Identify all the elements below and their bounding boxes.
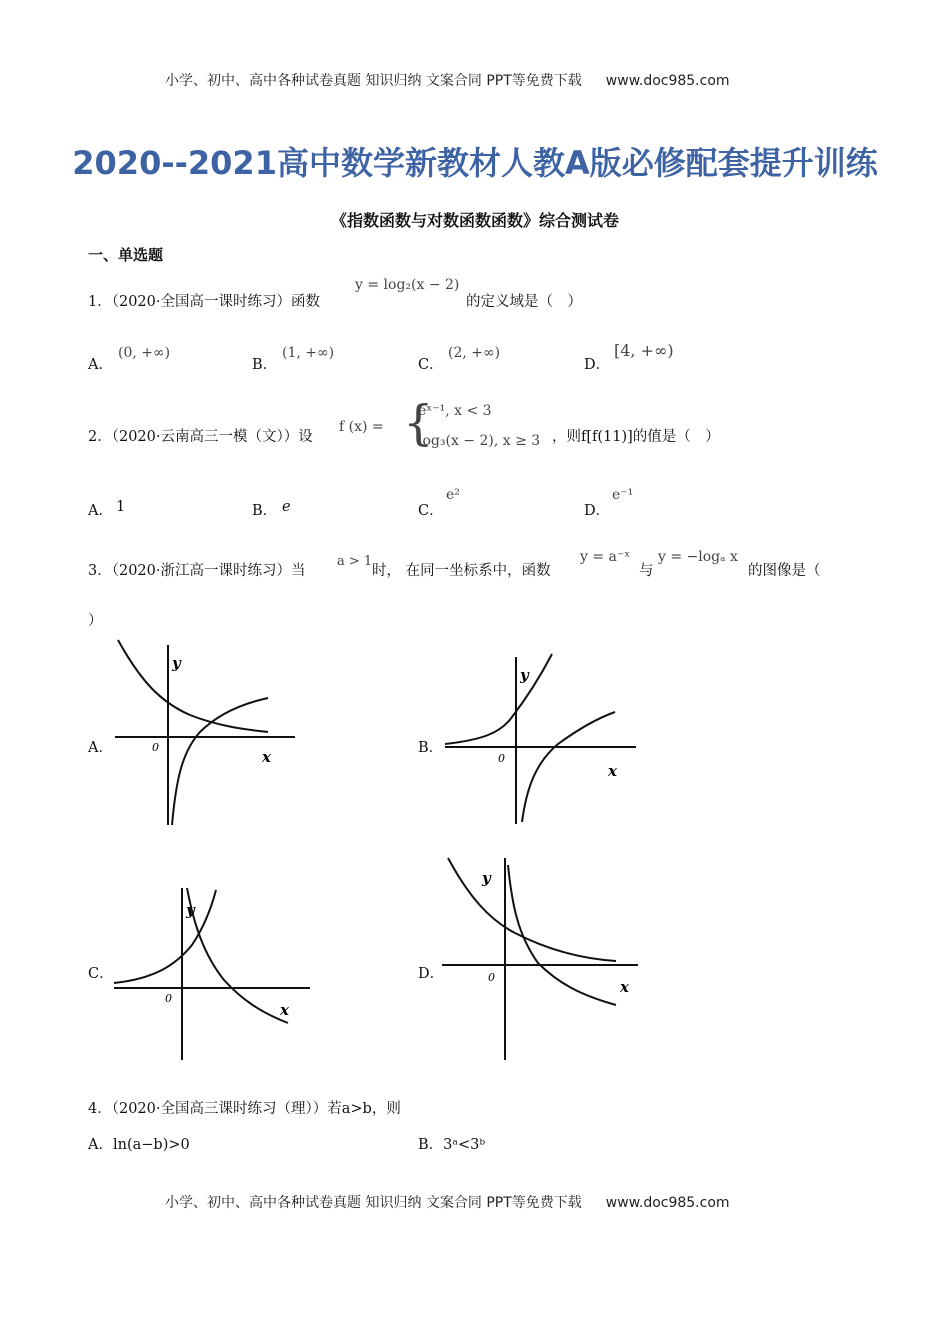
q3-condition: a > 1 — [337, 554, 373, 569]
q2-option-d-label: D． — [584, 503, 611, 519]
q4-option-a-value: ln(a−b)>0 — [112, 1137, 190, 1153]
graph-c-origin: 0 — [165, 992, 172, 1005]
q4-option-b-value: 3ᵃ<3ᵇ — [443, 1137, 486, 1153]
graph-d-curve-decreasing — [448, 858, 616, 961]
q3-function-1: y = a⁻ˣ — [580, 549, 631, 565]
q1-source: （2020·全国高一课时练习）函数 — [111, 294, 320, 310]
graph-c — [112, 885, 312, 1060]
q3-number: 3． — [88, 563, 112, 579]
q4-number: 4． — [88, 1101, 112, 1117]
graph-d — [440, 855, 640, 1060]
graph-d-origin: 0 — [488, 971, 495, 984]
q2-option-c-value: e² — [446, 487, 460, 503]
q2-case-2: log₃(x − 2), x ≥ 3 — [418, 433, 541, 449]
q1-option-b-label: B． — [252, 357, 278, 373]
q2-tail: ，则f[f(11)]的值是（ ） — [552, 429, 720, 445]
q3-mid: 时， 在同一坐标系中，函数 — [372, 563, 551, 579]
q3-function-2: y = −logₐ x — [658, 549, 738, 565]
q2-case-1: eˣ⁻¹, x < 3 — [418, 403, 492, 419]
q3-and: 与 — [639, 563, 654, 579]
q3-tail-2: ） — [88, 613, 103, 629]
question-1 — [88, 292, 320, 312]
q1-option-d-value: [4, +∞) — [614, 341, 674, 360]
graph-c-curve-decreasing — [187, 888, 288, 1023]
q2-option-c-label: C． — [418, 503, 444, 519]
q2-option-b-value: e — [282, 499, 291, 515]
graph-b-y-label: y — [520, 666, 529, 684]
graph-d-x-label: x — [620, 978, 629, 996]
q3-source: （2020·浙江高一课时练习）当 — [111, 563, 306, 579]
q1-option-d-label: D． — [584, 357, 611, 373]
q2-fx: f (x) = — [339, 419, 384, 435]
q2-source: （2020·云南高三一模（文））设 — [111, 429, 313, 445]
q2-number: 2． — [88, 429, 112, 445]
q4-option-a-label: A． — [88, 1137, 113, 1153]
graph-a-x-label: x — [262, 748, 271, 766]
q2-brace: { — [403, 395, 434, 451]
section-heading: 一、单选题 — [88, 246, 164, 264]
graph-a-origin: 0 — [152, 741, 159, 754]
question-3 — [88, 561, 306, 581]
graph-a — [110, 640, 300, 825]
footer-text: 小学、初中、高中各种试卷真题 知识归纳 文案合同 PPT等免费下载 — [165, 1195, 582, 1211]
graph-c-x-label: x — [280, 1001, 289, 1019]
graph-d-curve-log — [508, 865, 616, 1005]
q1-tail: 的定义域是（ ） — [466, 294, 582, 310]
graph-b-origin: 0 — [498, 752, 505, 765]
graph-d-y-label: y — [482, 869, 491, 887]
q2-option-a-value: 1 — [116, 499, 126, 515]
q3-option-d-label: D． — [418, 966, 445, 982]
graph-b-x-label: x — [608, 762, 617, 780]
graph-a-y-label: y — [172, 654, 181, 672]
q1-option-a-label: A． — [88, 357, 113, 373]
main-title: 2020--2021高中数学新教材人教A版必修配套提升训练 — [72, 144, 878, 182]
footer-site: www.doc985.com — [605, 1195, 730, 1211]
q3-tail: 的图像是（ — [748, 563, 821, 579]
graph-a-curve-decreasing — [118, 640, 268, 732]
q2-option-a-label: A． — [88, 503, 113, 519]
q1-option-c-label: C． — [418, 357, 444, 373]
q1-number: 1． — [88, 294, 112, 310]
graph-b-curve-log — [522, 712, 615, 822]
q4-option-b — [418, 1133, 485, 1154]
q3-option-a-label: A． — [88, 740, 113, 756]
question-4 — [88, 1099, 401, 1119]
header-text: 小学、初中、高中各种试卷真题 知识归纳 文案合同 PPT等免费下载 — [165, 73, 582, 89]
q2-option-d-value: e⁻¹ — [612, 487, 634, 503]
page-header — [165, 70, 730, 90]
header-site: www.doc985.com — [605, 73, 730, 89]
q1-option-a-value: (0, +∞) — [118, 345, 171, 361]
q1-option-b-value: (1, +∞) — [282, 345, 335, 361]
sub-title: 《指数函数与对数函数函数》综合测试卷 — [330, 211, 619, 230]
q1-option-c-value: (2, +∞) — [448, 345, 501, 361]
q3-option-b-label: B． — [418, 740, 444, 756]
graph-a-curve-log — [172, 698, 268, 825]
q2-option-b-label: B． — [252, 503, 278, 519]
q4-option-b-label: B． — [418, 1137, 444, 1153]
q4-source: （2020·全国高三课时练习（理））若a>b，则 — [111, 1101, 401, 1117]
q4-option-a — [88, 1133, 190, 1154]
graph-c-y-label: y — [186, 901, 195, 919]
graph-b-curve-increasing — [445, 654, 552, 744]
graph-b — [440, 652, 640, 824]
q3-option-c-label: C． — [88, 966, 114, 982]
q1-formula: y = log₂(x − 2) — [355, 277, 460, 293]
page-footer — [165, 1192, 730, 1212]
question-2 — [88, 427, 313, 447]
